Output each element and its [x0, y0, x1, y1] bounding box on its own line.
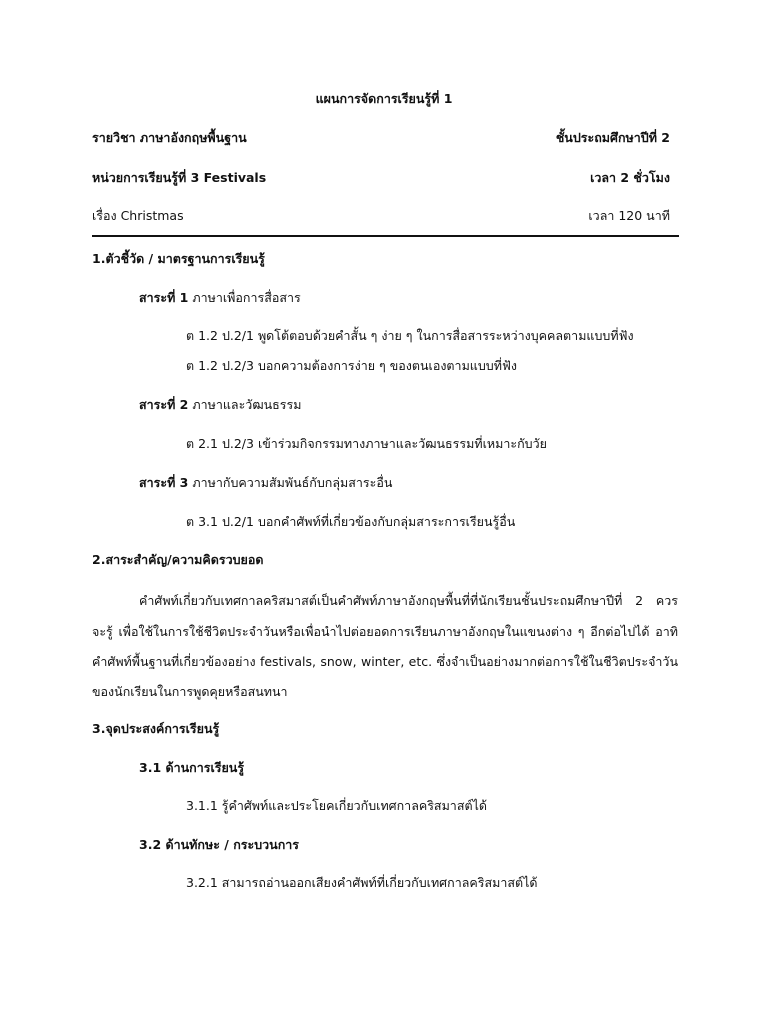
- header-divider: [92, 235, 679, 237]
- grade-label: ชั้นประถมศึกษาปีที่ 2: [555, 130, 670, 145]
- section2-heading: 2.สาระสำคัญ/ความคิดรวบยอด: [92, 552, 264, 567]
- section3-2-heading: 3.2 ด้านทักษะ / กระบวนการ: [139, 837, 300, 852]
- document-title: แผนการจัดการเรียนรู้ที่ 1: [315, 91, 453, 106]
- strand-3-text: ภาษากับความสัมพันธ์กับกลุ่มสาระอื่น: [192, 475, 393, 490]
- section3-2-1-item: 3.2.1 สามารถอ่านออกเสียงคำศัพท์ที่เกี่ยวกับเทศกาลคริสมาสต์ได้: [186, 875, 538, 890]
- section3-heading: 3.จุดประสงค์การเรียนรู้: [92, 721, 220, 736]
- section2-line-1: คำศัพท์เกี่ยวกับเทศกาลคริสมาสต์เป็นคำศัพท์ภาษาอังกฤษพื้นที่ที่นักเรียนชั้นประถมศึกษาปีที่ 2 ควร: [139, 593, 678, 608]
- topic-time-label: เวลา 120 นาที: [588, 208, 670, 223]
- indicator-2-1: ต 2.1 ป.2/3 เข้าร่วมกิจกรรมทางภาษาและวัฒนธรรมที่เหมาะกับวัย: [186, 436, 547, 451]
- strand-3-label: สาระที่ 3: [139, 475, 189, 490]
- section3-1-heading: 3.1 ด้านการเรียนรู้: [139, 760, 245, 775]
- strand-1-text: ภาษาเพื่อการสื่อสาร: [192, 290, 301, 305]
- strand-2-text: ภาษาและวัฒนธรรม: [192, 397, 302, 412]
- strand-3: [139, 474, 392, 492]
- strand-2: [139, 396, 301, 414]
- section3-1-1-item: 3.1.1 รู้คำศัพท์และประโยคเกี่ยวกับเทศกาลคริสมาสต์ได้: [186, 798, 487, 813]
- subject-label: รายวิชา ภาษาอังกฤษพื้นฐาน: [92, 130, 247, 145]
- indicator-1-1: ต 1.2 ป.2/1 พูดโต้ตอบด้วยคำสั้น ๆ ง่าย ๆ ในการสื่อสารระหว่างบุคคลตามแบบที่ฟัง: [186, 328, 634, 343]
- section2-line-2: จะรู้ เพื่อใช้ในการใช้ชีวิตประจำวันหรือเพื่อนำไปต่อยอดการเรียนภาษาอังกฤษในแขนงต่าง ๆ อีกต่อไปได้ อาทิ: [92, 624, 678, 639]
- topic-label: เรื่อง Christmas: [92, 208, 184, 223]
- strand-1: [139, 289, 301, 307]
- unit-label: หน่วยการเรียนรู้ที่ 3 Festivals: [92, 170, 267, 185]
- section1-heading: 1.ตัวชี้วัด / มาตรฐานการเรียนรู้: [92, 251, 265, 266]
- strand-1-label: สาระที่ 1: [139, 290, 189, 305]
- strand-2-label: สาระที่ 2: [139, 397, 189, 412]
- indicator-1-2: ต 1.2 ป.2/3 บอกความต้องการง่าย ๆ ของตนเองตามแบบที่ฟัง: [186, 358, 517, 373]
- indicator-3-1: ต 3.1 ป.2/1 บอกคำศัพท์ที่เกี่ยวข้องกับกลุ่มสาระการเรียนรู้อื่น: [186, 514, 516, 529]
- section2-line-3: คำศัพท์พื้นฐานที่เกี่ยวข้องอย่าง festivals, snow, winter, etc. ซึ่งจำเป็นอย่างมากต่อการใช้ในชีวิตประจำวัน: [92, 654, 678, 669]
- unit-time-label: เวลา 2 ชั่วโมง: [590, 170, 670, 185]
- section2-line-4: ของนักเรียนในการพูดคุยหรือสนทนา: [92, 684, 288, 699]
